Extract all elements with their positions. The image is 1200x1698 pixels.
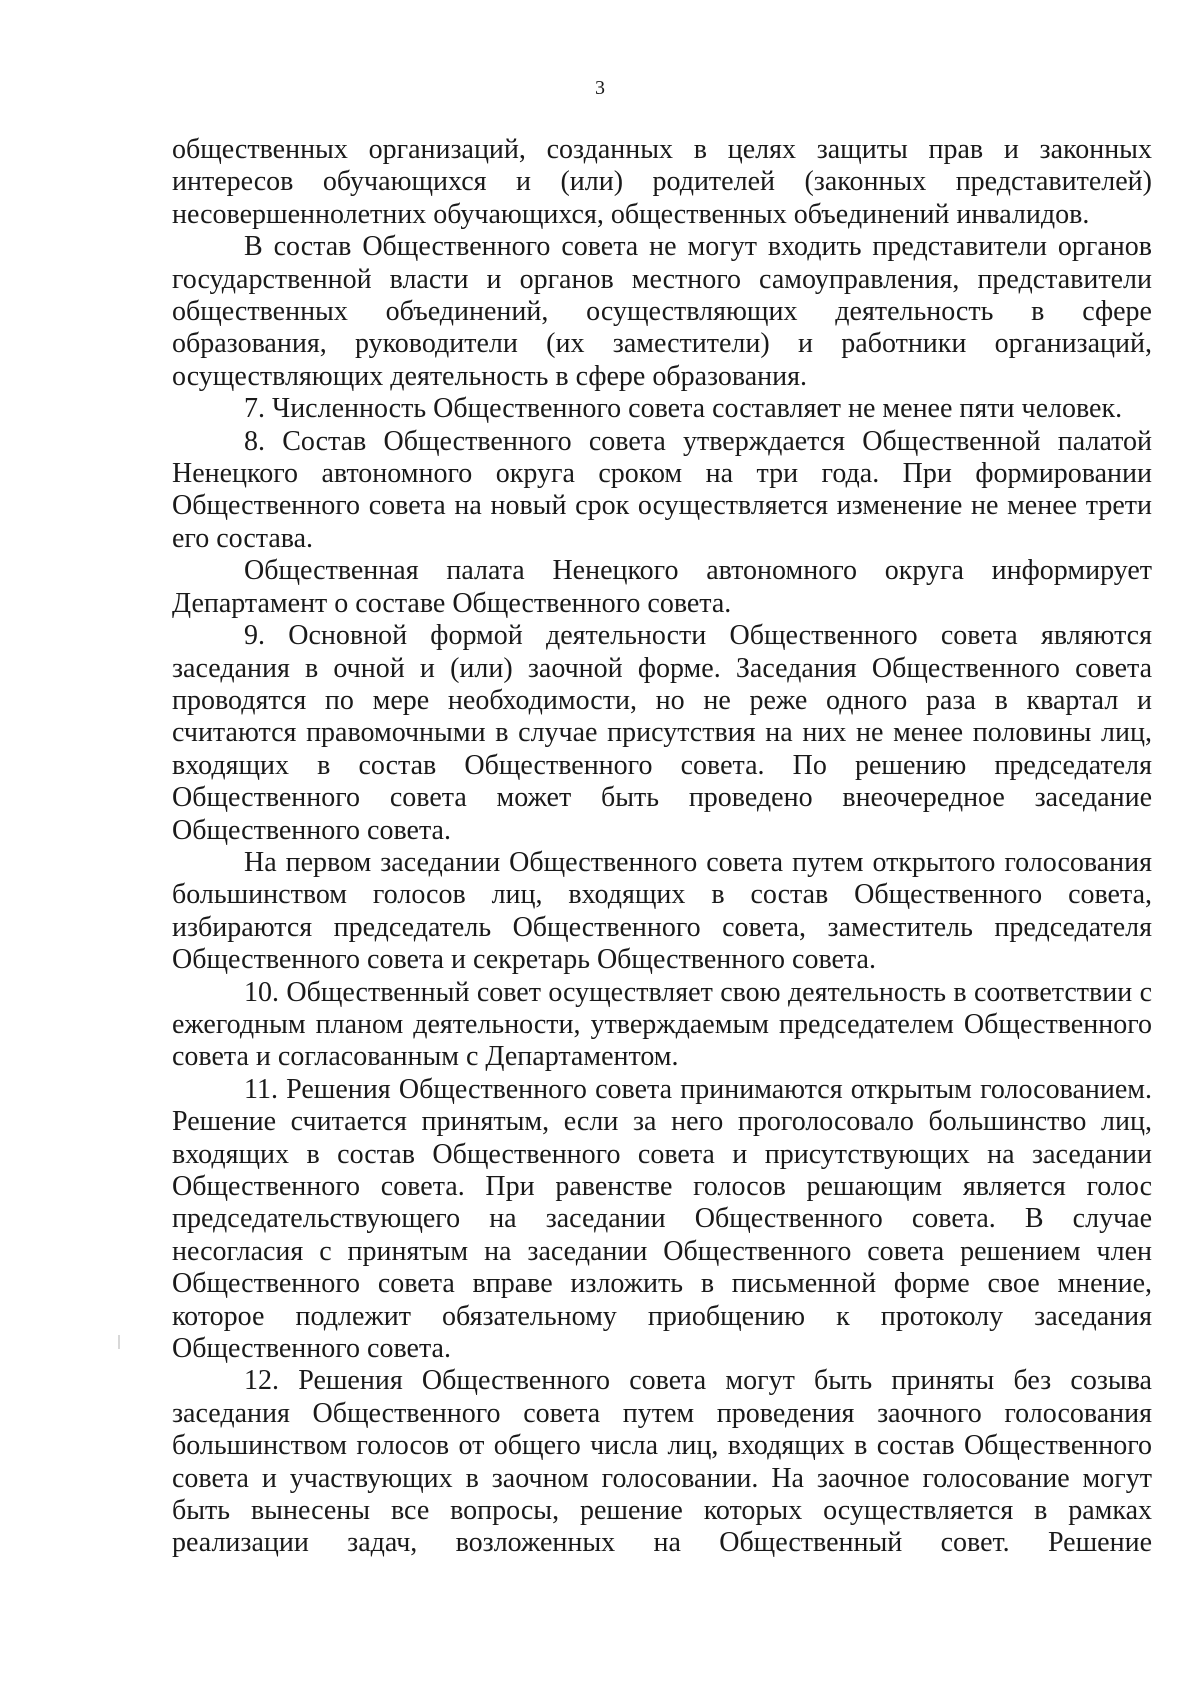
- paragraph-1-continuation: общественных организаций, созданных в целях защиты прав и законных интересов обучающихся и (или) родителей (законных представителей) несовершеннолетних обучающихся, общественных объединений инвалидов.: [172, 134, 1152, 230]
- clause-8: 8. Состав Общественного совета утверждается Общественной палатой Ненецкого автономного округа сроком на три года. При формировании Общественного совета на новый срок осуществляется изменение не менее трети его состава.: [172, 425, 1152, 554]
- clause-12: 12. Решения Общественного совета могут быть приняты без созыва заседания Общественного совета путем проведения заочного голосования большинством голосов от общего числа лиц, входящих в состав Общественного совета и участвующих в заочном голосовании. На заочное голосование могут быть вынесены все вопросы, решение которых осуществляется в рамках реализации задач, возложенных на Общественный совет. Решение: [172, 1365, 1152, 1559]
- clause-10: 10. Общественный совет осуществляет свою деятельность в соответствии с ежегодным планом деятельности, утверждаемым председателем Общественного совета и согласованным с Департаментом.: [172, 976, 1152, 1073]
- clause-7: 7. Численность Общественного совета составляет не менее пяти человек.: [244, 393, 1123, 425]
- clause-9-first-meeting: На первом заседании Общественного совета путем открытого голосования большинством голосов лиц, входящих в состав Общественного совета, избираются председатель Общественного совета, заместитель председателя Общественного совета и секретарь Общественного совета.: [172, 846, 1152, 976]
- page-number: 3: [595, 77, 605, 99]
- paragraph-exclusions: В состав Общественного совета не могут входить представители органов государственной власти и органов местного самоуправления, представители общественных объединений, осуществляющих деятельность в сфере образования, руководители (их заместители) и работники организаций, осуществляющих деятельность в сфере образования.: [172, 231, 1152, 392]
- clause-11: 11. Решения Общественного совета принимаются открытым голосованием. Решение считается принятым, если за него проголосовало большинство лиц, входящих в состав Общественного совета и присутствующих на заседании Общественного совета. При равенстве голосов решающим является голос председательствующего на заседании Общественного совета. В случае несогласия с принятым на заседании Общественного совета решением член Общественного совета вправе изложить в письменной форме свое мнение, которое подлежит обязательному приобщению к протоколу заседания Общественного совета.: [172, 1073, 1152, 1365]
- clause-8-notification: Общественная палата Ненецкого автономного округа информирует Департамент о составе Общественного совета.: [172, 555, 1152, 619]
- clause-9: 9. Основной формой деятельности Общественного совета являются заседания в очной и (или) заочной форме. Заседания Общественного совета проводятся по мере необходимости, но не реже одного раза в квартал и считаются правомочными в случае присутствия на них не менее половины лиц, входящих в состав Общественного совета. По решению председателя Общественного совета может быть проведено внеочередное заседание Общественного совета.: [172, 620, 1152, 846]
- document-body: [172, 134, 1152, 1560]
- scan-artifact: [118, 1335, 120, 1349]
